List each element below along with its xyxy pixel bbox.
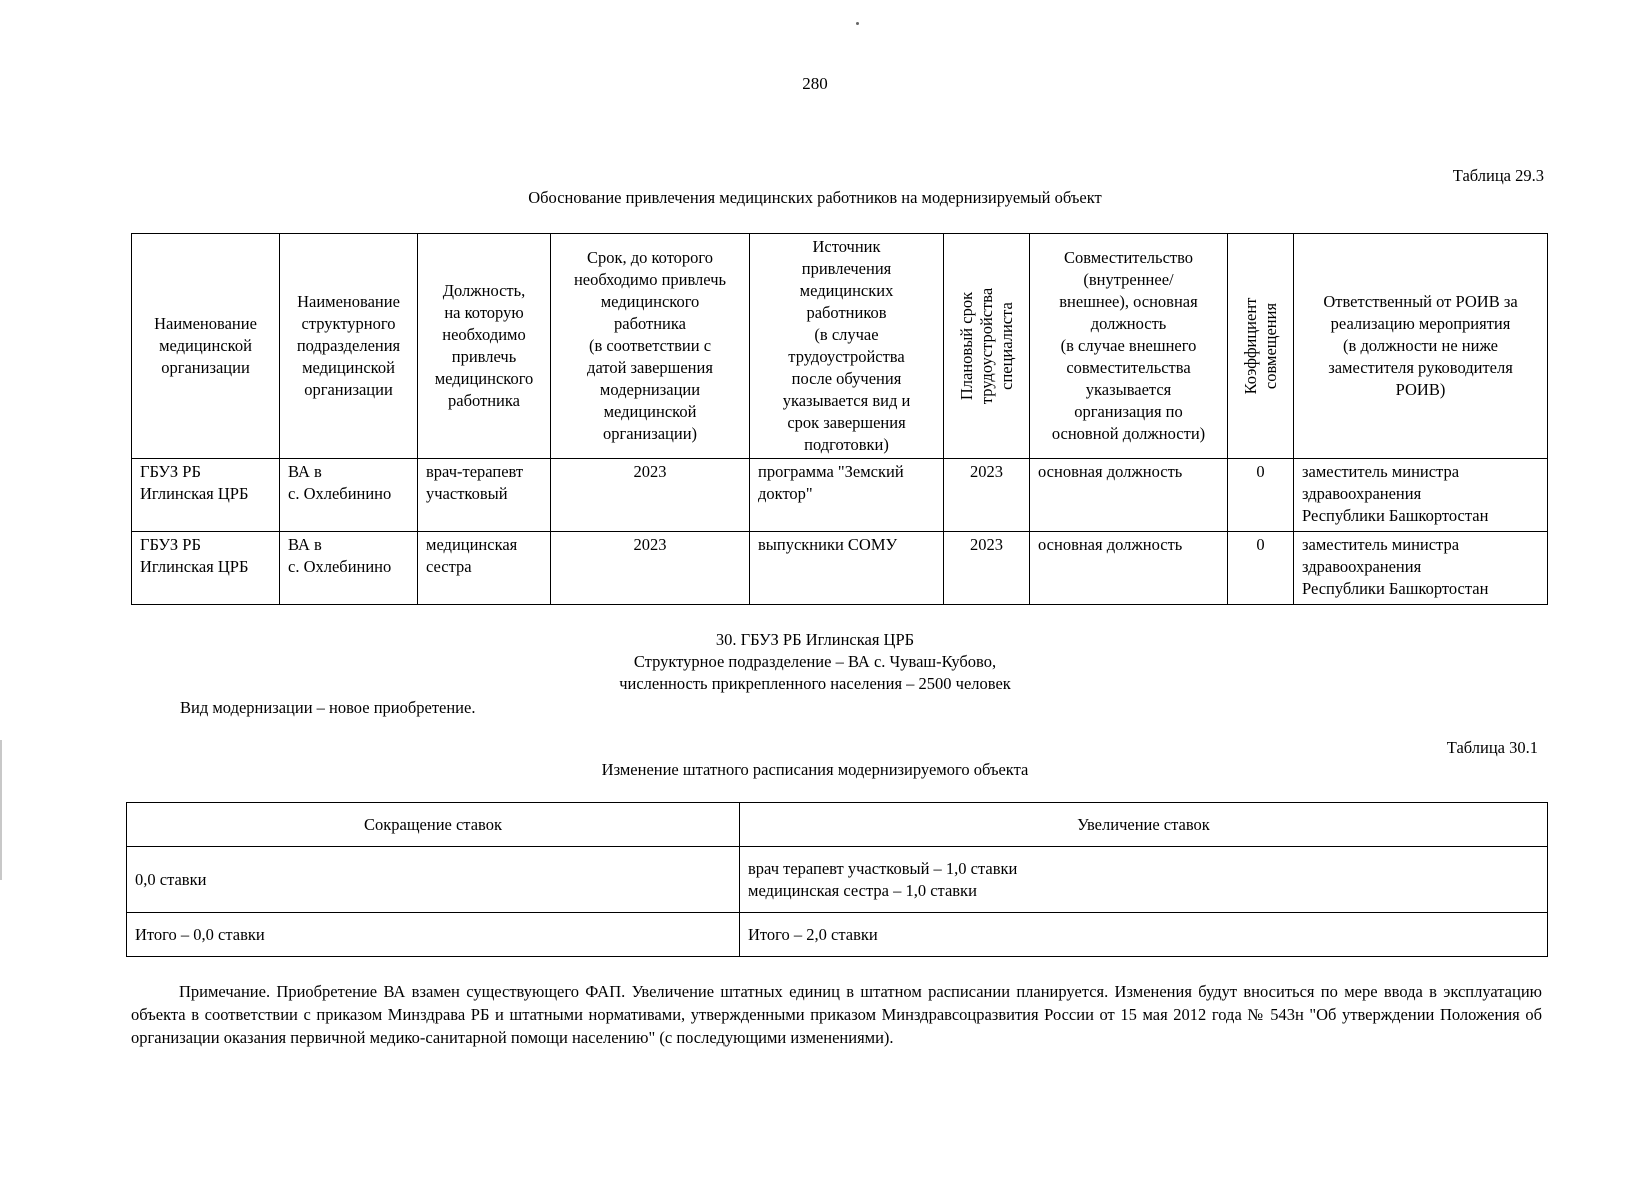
- cell-position: медицинская сестра: [418, 532, 551, 605]
- section-heading: 30. ГБУЗ РБ Иглинская ЦРБ: [715, 630, 915, 649]
- cell-source: выпускники СОМУ: [750, 532, 944, 605]
- header-position: Должность, на которую необходимо привлечь медицинского работника: [418, 234, 551, 459]
- section-subheading: Структурное подразделение – ВА с. Чуваш-Кубово,: [633, 652, 997, 671]
- cell-unit: ВА в с. Охлебинино: [280, 532, 418, 605]
- cell-org: ГБУЗ РБ Иглинская ЦРБ: [132, 459, 280, 532]
- table-29-3-title: Обоснование привлечения медицинских работников на модернизируемый объект: [528, 188, 1102, 207]
- header-combination: Совместительство (внутреннее/ внешнее), основная должность (в случае внешнего совместительства указывается организация по основной должности): [1030, 234, 1228, 459]
- cell-decrease: 0,0 ставки: [127, 847, 740, 913]
- cell-deadline: 2023: [551, 459, 750, 532]
- cell-combination: основная должность: [1030, 532, 1228, 605]
- header-planned: [944, 234, 1030, 459]
- scan-artifact: [856, 22, 859, 25]
- cell-position: врач-терапевт участковый: [418, 459, 551, 532]
- page-number: 280: [802, 74, 828, 93]
- cell-total-decrease: Итого – 0,0 ставки: [127, 913, 740, 957]
- header-source: Источник привлечения медицинских работников (в случае трудоустройства после обучения указывается вид и срок завершения подготовки): [750, 234, 944, 459]
- cell-org: ГБУЗ РБ Иглинская ЦРБ: [132, 532, 280, 605]
- cell-deadline: 2023: [551, 532, 750, 605]
- cell-combination: основная должность: [1030, 459, 1228, 532]
- section-population: численность прикрепленного населения – 2500 человек: [619, 674, 1011, 693]
- table-29-3: [131, 233, 1548, 605]
- cell-coef: 0: [1228, 532, 1294, 605]
- header-responsible: Ответственный от РОИВ за реализацию мероприятия (в должности не ниже заместителя руководителя РОИВ): [1294, 234, 1548, 459]
- cell-responsible: заместитель министра здравоохранения Республики Башкортостан: [1294, 532, 1548, 605]
- header-planned-text: Плановый срок трудоустройства специалиста: [956, 287, 1016, 405]
- table-header-row: [132, 234, 1548, 459]
- table-row: [132, 532, 1548, 605]
- header-coef: [1228, 234, 1294, 459]
- cell-coef: 0: [1228, 459, 1294, 532]
- header-org: Наименование медицинской организации: [132, 234, 280, 459]
- table-row: [127, 847, 1548, 913]
- cell-unit: ВА в с. Охлебинино: [280, 459, 418, 532]
- table-row: [132, 459, 1548, 532]
- note-paragraph: Примечание. Приобретение ВА взамен существующего ФАП. Увеличение штатных единиц в штатном расписании планируется. Изменения будут вноситься по мере ввода в эксплуатацию объекта в соответствии с приказом Минздрава РБ и штатными нормативами, утвержденными приказом Минздравсоцразвития России от 15 мая 2012 года № 543н "Об утверждении Положения об организации оказания первичной медико-санитарной помощи населению" (с последующими изменениями).: [131, 982, 1542, 1047]
- header-deadline: Срок, до которого необходимо привлечь медицинского работника (в соответствии с датой завершения модернизации медицинской организации): [551, 234, 750, 459]
- table-30-1-title: Изменение штатного расписания модернизируемого объекта: [601, 760, 1029, 779]
- cell-responsible: заместитель министра здравоохранения Республики Башкортостан: [1294, 459, 1548, 532]
- header-increase: Увеличение ставок: [740, 803, 1548, 847]
- header-coef-text: Коэффициент совмещения: [1240, 297, 1280, 395]
- table-row: [127, 913, 1548, 957]
- table-header-row: [127, 803, 1548, 847]
- table-29-3-label: Таблица 29.3: [1452, 166, 1544, 185]
- modernization-type: Вид модернизации – новое приобретение.: [180, 698, 476, 717]
- cell-increase: врач терапевт участковый – 1,0 ставки медицинская сестра – 1,0 ставки: [740, 847, 1548, 913]
- cell-planned: 2023: [944, 459, 1030, 532]
- cell-source: программа "Земский доктор": [750, 459, 944, 532]
- cell-planned: 2023: [944, 532, 1030, 605]
- header-unit: Наименование структурного подразделения медицинской организации: [280, 234, 418, 459]
- cell-total-increase: Итого – 2,0 ставки: [740, 913, 1548, 957]
- table-30-1: [126, 802, 1548, 957]
- header-decrease: Сокращение ставок: [127, 803, 740, 847]
- table-30-1-label: Таблица 30.1: [1446, 738, 1538, 757]
